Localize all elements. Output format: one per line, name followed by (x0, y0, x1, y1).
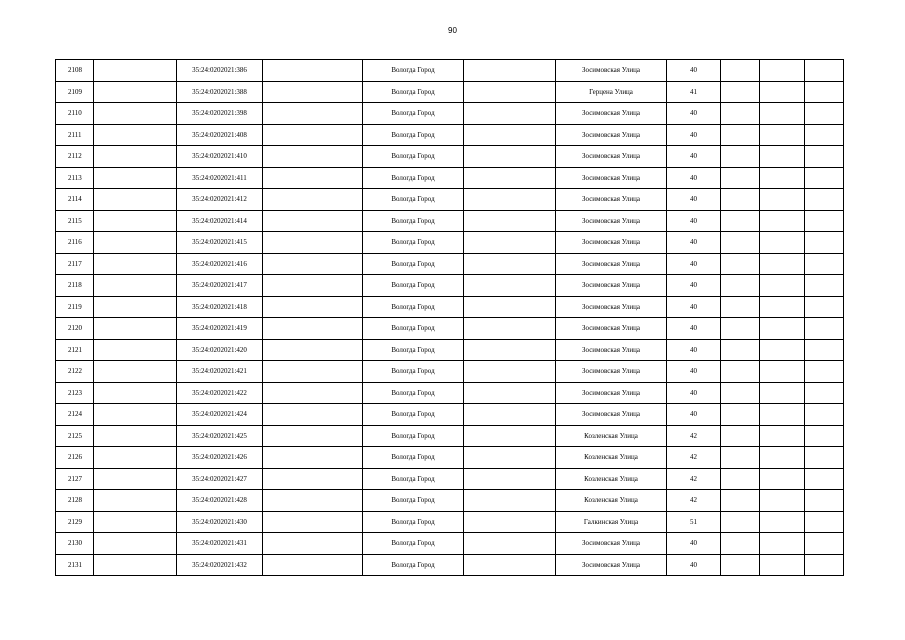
house-number-cell: 40 (667, 210, 721, 232)
empty-cell (805, 167, 844, 189)
row-number-cell: 2111 (56, 124, 94, 146)
cadastral-number-cell: 35:24:0202021:417 (177, 275, 263, 297)
row-number-cell: 2120 (56, 318, 94, 340)
empty-cell (760, 490, 805, 512)
street-cell: Зосимовская Улица (556, 533, 667, 555)
empty-cell (464, 382, 556, 404)
city-cell: Вологда Город (363, 404, 464, 426)
empty-cell (805, 511, 844, 533)
cadastral-number-cell: 35:24:0202021:426 (177, 447, 263, 469)
street-cell: Зосимовская Улица (556, 339, 667, 361)
city-cell: Вологда Город (363, 361, 464, 383)
row-number-cell: 2129 (56, 511, 94, 533)
empty-cell (94, 275, 177, 297)
empty-cell (464, 81, 556, 103)
empty-cell (263, 81, 363, 103)
empty-cell (464, 210, 556, 232)
city-cell: Вологда Город (363, 533, 464, 555)
empty-cell (721, 447, 760, 469)
empty-cell (94, 60, 177, 82)
empty-cell (721, 167, 760, 189)
cadastral-number-cell: 35:24:0202021:425 (177, 425, 263, 447)
street-cell: Зосимовская Улица (556, 318, 667, 340)
empty-cell (263, 382, 363, 404)
house-number-cell: 40 (667, 275, 721, 297)
table-row (56, 382, 844, 404)
empty-cell (805, 425, 844, 447)
empty-cell (464, 275, 556, 297)
cadastral-number-cell: 35:24:0202021:410 (177, 146, 263, 168)
empty-cell (464, 296, 556, 318)
row-number-cell: 2121 (56, 339, 94, 361)
table-row (56, 60, 844, 82)
empty-cell (94, 189, 177, 211)
row-number-cell: 2118 (56, 275, 94, 297)
empty-cell (263, 554, 363, 576)
cadastral-number-cell: 35:24:0202021:412 (177, 189, 263, 211)
empty-cell (760, 253, 805, 275)
table-row (56, 81, 844, 103)
city-cell: Вологда Город (363, 210, 464, 232)
row-number-cell: 2122 (56, 361, 94, 383)
empty-cell (464, 124, 556, 146)
empty-cell (263, 210, 363, 232)
empty-cell (464, 167, 556, 189)
table-row (56, 318, 844, 340)
city-cell: Вологда Город (363, 447, 464, 469)
empty-cell (94, 404, 177, 426)
row-number-cell: 2126 (56, 447, 94, 469)
empty-cell (721, 124, 760, 146)
street-cell: Зосимовская Улица (556, 554, 667, 576)
row-number-cell: 2117 (56, 253, 94, 275)
cadastral-number-cell: 35:24:0202021:398 (177, 103, 263, 125)
empty-cell (760, 339, 805, 361)
street-cell: Зосимовская Улица (556, 275, 667, 297)
city-cell: Вологда Город (363, 103, 464, 125)
row-number-cell: 2130 (56, 533, 94, 555)
registry-table (55, 59, 844, 576)
cadastral-number-cell: 35:24:0202021:420 (177, 339, 263, 361)
empty-cell (760, 189, 805, 211)
empty-cell (760, 210, 805, 232)
cadastral-number-cell: 35:24:0202021:430 (177, 511, 263, 533)
city-cell: Вологда Город (363, 124, 464, 146)
street-cell: Козленская Улица (556, 490, 667, 512)
cadastral-number-cell: 35:24:0202021:415 (177, 232, 263, 254)
empty-cell (721, 146, 760, 168)
cadastral-number-cell: 35:24:0202021:418 (177, 296, 263, 318)
empty-cell (805, 490, 844, 512)
row-number-cell: 2123 (56, 382, 94, 404)
empty-cell (464, 339, 556, 361)
table-row (56, 404, 844, 426)
street-cell: Зосимовская Улица (556, 404, 667, 426)
table-row (56, 468, 844, 490)
empty-cell (760, 382, 805, 404)
empty-cell (464, 511, 556, 533)
table-row (56, 275, 844, 297)
cadastral-number-cell: 35:24:0202021:388 (177, 81, 263, 103)
house-number-cell: 40 (667, 189, 721, 211)
empty-cell (464, 468, 556, 490)
empty-cell (760, 468, 805, 490)
empty-cell (464, 425, 556, 447)
city-cell: Вологда Город (363, 511, 464, 533)
city-cell: Вологда Город (363, 318, 464, 340)
empty-cell (721, 318, 760, 340)
empty-cell (760, 361, 805, 383)
street-cell: Зосимовская Улица (556, 167, 667, 189)
table-row (56, 511, 844, 533)
street-cell: Зосимовская Улица (556, 103, 667, 125)
empty-cell (263, 253, 363, 275)
empty-cell (94, 232, 177, 254)
empty-cell (263, 468, 363, 490)
empty-cell (263, 146, 363, 168)
house-number-cell: 40 (667, 296, 721, 318)
empty-cell (263, 404, 363, 426)
empty-cell (760, 124, 805, 146)
city-cell: Вологда Город (363, 81, 464, 103)
empty-cell (94, 361, 177, 383)
street-cell: Галкинская Улица (556, 511, 667, 533)
empty-cell (263, 167, 363, 189)
empty-cell (94, 447, 177, 469)
cadastral-number-cell: 35:24:0202021:386 (177, 60, 263, 82)
city-cell: Вологда Город (363, 253, 464, 275)
street-cell: Зосимовская Улица (556, 146, 667, 168)
empty-cell (464, 103, 556, 125)
empty-cell (760, 447, 805, 469)
city-cell: Вологда Город (363, 468, 464, 490)
empty-cell (721, 189, 760, 211)
empty-cell (94, 253, 177, 275)
cadastral-number-cell: 35:24:0202021:424 (177, 404, 263, 426)
empty-cell (805, 318, 844, 340)
empty-cell (263, 361, 363, 383)
row-number-cell: 2119 (56, 296, 94, 318)
cadastral-number-cell: 35:24:0202021:419 (177, 318, 263, 340)
cadastral-number-cell: 35:24:0202021:411 (177, 167, 263, 189)
row-number-cell: 2115 (56, 210, 94, 232)
street-cell: Зосимовская Улица (556, 253, 667, 275)
street-cell: Зосимовская Улица (556, 361, 667, 383)
empty-cell (721, 103, 760, 125)
house-number-cell: 40 (667, 167, 721, 189)
table-row (56, 146, 844, 168)
empty-cell (721, 339, 760, 361)
house-number-cell: 42 (667, 468, 721, 490)
empty-cell (805, 275, 844, 297)
house-number-cell: 40 (667, 124, 721, 146)
house-number-cell: 40 (667, 103, 721, 125)
street-cell: Зосимовская Улица (556, 124, 667, 146)
row-number-cell: 2110 (56, 103, 94, 125)
empty-cell (721, 296, 760, 318)
empty-cell (760, 404, 805, 426)
empty-cell (805, 253, 844, 275)
cadastral-number-cell: 35:24:0202021:432 (177, 554, 263, 576)
house-number-cell: 40 (667, 554, 721, 576)
empty-cell (721, 81, 760, 103)
empty-cell (805, 554, 844, 576)
empty-cell (263, 232, 363, 254)
empty-cell (721, 275, 760, 297)
empty-cell (263, 533, 363, 555)
empty-cell (94, 210, 177, 232)
table-row (56, 210, 844, 232)
cadastral-number-cell: 35:24:0202021:414 (177, 210, 263, 232)
city-cell: Вологда Город (363, 275, 464, 297)
row-number-cell: 2125 (56, 425, 94, 447)
city-cell: Вологда Город (363, 189, 464, 211)
page-number: 90 (448, 26, 457, 35)
empty-cell (760, 60, 805, 82)
city-cell: Вологда Город (363, 382, 464, 404)
empty-cell (760, 318, 805, 340)
house-number-cell: 40 (667, 339, 721, 361)
table-row (56, 554, 844, 576)
cadastral-number-cell: 35:24:0202021:421 (177, 361, 263, 383)
empty-cell (94, 511, 177, 533)
house-number-cell: 40 (667, 232, 721, 254)
table-row (56, 189, 844, 211)
table-row (56, 361, 844, 383)
table-row (56, 490, 844, 512)
empty-cell (805, 232, 844, 254)
empty-cell (464, 404, 556, 426)
cadastral-number-cell: 35:24:0202021:416 (177, 253, 263, 275)
empty-cell (94, 468, 177, 490)
table-row (56, 447, 844, 469)
empty-cell (805, 404, 844, 426)
street-cell: Зосимовская Улица (556, 382, 667, 404)
empty-cell (263, 275, 363, 297)
empty-cell (94, 296, 177, 318)
empty-cell (721, 490, 760, 512)
city-cell: Вологда Город (363, 232, 464, 254)
empty-cell (721, 554, 760, 576)
empty-cell (805, 382, 844, 404)
empty-cell (721, 468, 760, 490)
empty-cell (263, 490, 363, 512)
city-cell: Вологда Город (363, 425, 464, 447)
street-cell: Зосимовская Улица (556, 60, 667, 82)
row-number-cell: 2114 (56, 189, 94, 211)
empty-cell (94, 167, 177, 189)
empty-cell (263, 318, 363, 340)
city-cell: Вологда Город (363, 167, 464, 189)
empty-cell (721, 210, 760, 232)
row-number-cell: 2128 (56, 490, 94, 512)
empty-cell (805, 339, 844, 361)
row-number-cell: 2108 (56, 60, 94, 82)
empty-cell (464, 533, 556, 555)
empty-cell (805, 533, 844, 555)
empty-cell (760, 146, 805, 168)
cadastral-number-cell: 35:24:0202021:428 (177, 490, 263, 512)
empty-cell (94, 490, 177, 512)
table-row (56, 124, 844, 146)
empty-cell (721, 511, 760, 533)
house-number-cell: 51 (667, 511, 721, 533)
house-number-cell: 40 (667, 361, 721, 383)
empty-cell (464, 318, 556, 340)
table-row (56, 296, 844, 318)
row-number-cell: 2109 (56, 81, 94, 103)
empty-cell (94, 554, 177, 576)
street-cell: Зосимовская Улица (556, 210, 667, 232)
house-number-cell: 42 (667, 490, 721, 512)
cadastral-number-cell: 35:24:0202021:422 (177, 382, 263, 404)
house-number-cell: 41 (667, 81, 721, 103)
house-number-cell: 40 (667, 382, 721, 404)
empty-cell (760, 554, 805, 576)
empty-cell (464, 253, 556, 275)
cadastral-number-cell: 35:24:0202021:427 (177, 468, 263, 490)
empty-cell (760, 167, 805, 189)
empty-cell (464, 554, 556, 576)
city-cell: Вологда Город (363, 146, 464, 168)
house-number-cell: 40 (667, 318, 721, 340)
empty-cell (805, 361, 844, 383)
table-row (56, 339, 844, 361)
table-row (56, 425, 844, 447)
house-number-cell: 40 (667, 253, 721, 275)
row-number-cell: 2112 (56, 146, 94, 168)
empty-cell (760, 232, 805, 254)
empty-cell (263, 103, 363, 125)
empty-cell (94, 81, 177, 103)
empty-cell (263, 189, 363, 211)
empty-cell (721, 425, 760, 447)
street-cell: Козленская Улица (556, 447, 667, 469)
empty-cell (464, 490, 556, 512)
empty-cell (263, 60, 363, 82)
empty-cell (760, 81, 805, 103)
empty-cell (94, 124, 177, 146)
street-cell: Зосимовская Улица (556, 296, 667, 318)
empty-cell (721, 404, 760, 426)
row-number-cell: 2113 (56, 167, 94, 189)
empty-cell (263, 339, 363, 361)
empty-cell (263, 296, 363, 318)
empty-cell (805, 81, 844, 103)
house-number-cell: 40 (667, 533, 721, 555)
row-number-cell: 2116 (56, 232, 94, 254)
empty-cell (721, 382, 760, 404)
empty-cell (721, 361, 760, 383)
row-number-cell: 2124 (56, 404, 94, 426)
table-row (56, 253, 844, 275)
empty-cell (94, 146, 177, 168)
row-number-cell: 2131 (56, 554, 94, 576)
table-row (56, 103, 844, 125)
empty-cell (805, 60, 844, 82)
street-cell: Герцена Улица (556, 81, 667, 103)
street-cell: Козленская Улица (556, 468, 667, 490)
empty-cell (263, 511, 363, 533)
empty-cell (805, 103, 844, 125)
empty-cell (94, 533, 177, 555)
empty-cell (805, 296, 844, 318)
empty-cell (721, 253, 760, 275)
empty-cell (464, 361, 556, 383)
empty-cell (94, 382, 177, 404)
city-cell: Вологда Город (363, 60, 464, 82)
house-number-cell: 40 (667, 60, 721, 82)
empty-cell (760, 425, 805, 447)
empty-cell (94, 339, 177, 361)
empty-cell (263, 425, 363, 447)
house-number-cell: 40 (667, 146, 721, 168)
table-row (56, 232, 844, 254)
empty-cell (464, 60, 556, 82)
cadastral-number-cell: 35:24:0202021:408 (177, 124, 263, 146)
table-row (56, 167, 844, 189)
empty-cell (263, 447, 363, 469)
empty-cell (464, 146, 556, 168)
street-cell: Козленская Улица (556, 425, 667, 447)
table-row (56, 533, 844, 555)
city-cell: Вологда Город (363, 296, 464, 318)
empty-cell (464, 447, 556, 469)
empty-cell (464, 232, 556, 254)
house-number-cell: 42 (667, 447, 721, 469)
city-cell: Вологда Город (363, 554, 464, 576)
house-number-cell: 42 (667, 425, 721, 447)
empty-cell (805, 146, 844, 168)
empty-cell (805, 210, 844, 232)
empty-cell (760, 511, 805, 533)
empty-cell (760, 533, 805, 555)
empty-cell (760, 103, 805, 125)
empty-cell (263, 124, 363, 146)
empty-cell (760, 275, 805, 297)
city-cell: Вологда Город (363, 490, 464, 512)
row-number-cell: 2127 (56, 468, 94, 490)
city-cell: Вологда Город (363, 339, 464, 361)
street-cell: Зосимовская Улица (556, 232, 667, 254)
empty-cell (721, 232, 760, 254)
empty-cell (805, 447, 844, 469)
cadastral-number-cell: 35:24:0202021:431 (177, 533, 263, 555)
empty-cell (94, 103, 177, 125)
empty-cell (805, 189, 844, 211)
empty-cell (464, 189, 556, 211)
empty-cell (94, 425, 177, 447)
empty-cell (721, 533, 760, 555)
empty-cell (721, 60, 760, 82)
house-number-cell: 40 (667, 404, 721, 426)
street-cell: Зосимовская Улица (556, 189, 667, 211)
empty-cell (805, 124, 844, 146)
empty-cell (760, 296, 805, 318)
empty-cell (94, 318, 177, 340)
empty-cell (805, 468, 844, 490)
